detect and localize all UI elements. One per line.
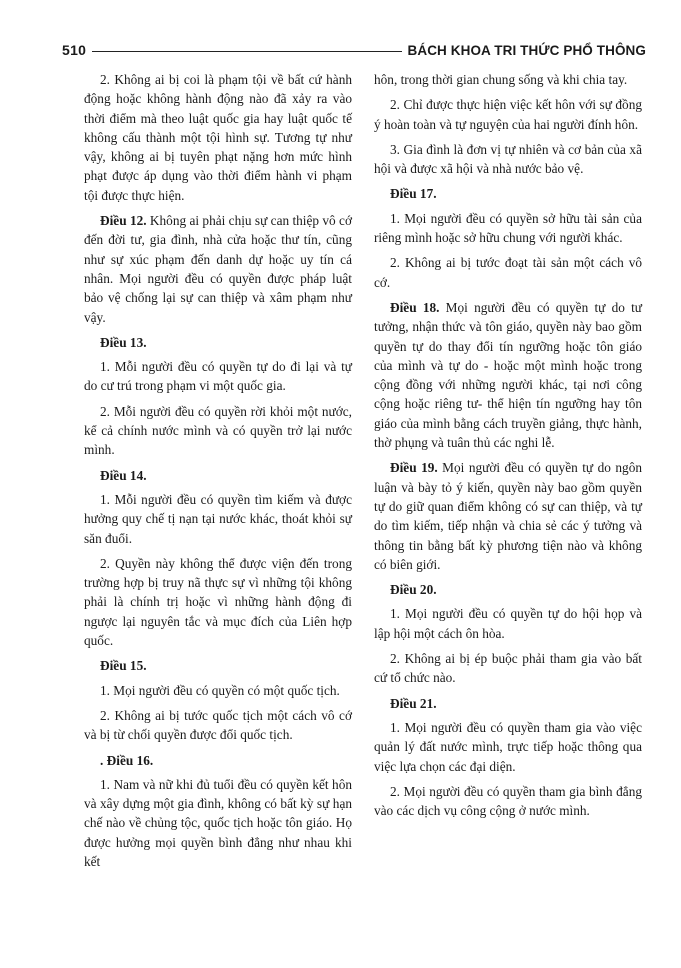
article-heading: Điều 15.: [100, 658, 147, 674]
paragraph: 1. Nam và nữ khi đủ tuổi đều có quyền kết hôn và xây dựng một gia đình, không có bất kỳ sự hạn chế nào về chủng tộc, quốc tịch hoặc tôn giáo. Họ được hưởng mọi quyền bình đẳng như nhau khi kết: [84, 776, 352, 869]
paragraph: 3. Gia đình là đơn vị tự nhiên và cơ bản của xã hội và được xã hội và nhà nước bảo vệ.: [374, 141, 642, 177]
article-12: [84, 211, 352, 327]
article-heading: Điều 13.: [100, 334, 147, 350]
paragraph-continued: hôn, trong thời gian chung sống và khi chia tay.: [374, 72, 628, 87]
paragraph: 2. Không ai bị tước quốc tịch một cách vô cớ và bị từ chối quyền được đổi quốc tịch.: [84, 707, 352, 743]
article-label: Điều 12.: [100, 213, 147, 229]
article-text: Không ai phải chịu sự can thiệp vô cớ đến đời tư, gia đình, nhà cửa hoặc thư tín, cũng như sự xúc phạm đến danh dự hoặc uy tín cá nhân. Mọi người đều có quyền được pháp luật bảo vệ chống lại sự can thiệp và xâm phạm như vậy.: [84, 213, 352, 325]
paragraph: 1. Mỗi người đều có quyền tự do đi lại và tự do cư trú trong phạm vi một quốc gia.: [84, 359, 352, 394]
paragraph: 1. Mọi người đều có quyền có một quốc tịch.: [100, 682, 340, 698]
article-heading: Điều 21.: [390, 695, 437, 711]
paragraph: 1. Mọi người đều có quyền sở hữu tài sản của riêng mình hoặc sở hữu chung với người khác.: [374, 210, 642, 246]
article-label: Điều 18.: [390, 299, 440, 315]
article-19: [374, 458, 642, 574]
page-header: [62, 38, 646, 62]
paragraph: 2. Không ai bị tước đoạt tài sản một cách vô cớ.: [374, 255, 642, 290]
article-heading: Điều 14.: [100, 467, 147, 483]
article-label: Điều 19.: [390, 460, 438, 476]
article-text: Mọi người đều có quyền tự do tư tưởng, nhận thức và tôn giáo, quyền này bao gồm quyền tự do thay đổi tín ngưỡng hoặc tôn giáo của mình và tự do - hoặc một mình hoặc trong cộng đồng với những người khác, tại nơi công cộng hoặc riêng tư- thể hiện tín ngưỡng hay tôn giáo của mình bằng cách truyền giảng, thực hành, thờ phụng và tuân thủ các nghi lễ.: [374, 299, 642, 451]
right-column: [374, 70, 642, 826]
article-heading: . Điều 16.: [100, 752, 154, 768]
left-column: [84, 70, 352, 877]
paragraph: 1. Mỗi người đều có quyền tìm kiếm và được hưởng quy chế tị nạn tại nước khác, thoát khỏi sự săn đuổi.: [84, 491, 352, 546]
article-heading: Điều 17.: [390, 186, 437, 202]
article-text: Mọi người đều có quyền tự do ngôn luận và bày tỏ ý kiến, quyền này bao gồm quyền tự do giữ quan điểm không có sự can thiệp, và tự do tìm kiếm, tiếp nhận và chia sẻ các ý tưởng và thông tin bằng bất kỳ phương tiện nào và không có biên giới.: [374, 460, 642, 572]
header-rule: [92, 51, 401, 52]
paragraph: 1. Mọi người đều có quyền tự do hội họp và lập hội một cách ôn hòa.: [374, 606, 642, 641]
article-18: [374, 298, 642, 452]
paragraph: 2. Không ai bị coi là phạm tội về bất cứ hành động hoặc không hành động nào đã xảy ra vào thời điểm mà theo luật quốc gia hay luật quốc tế không cấu thành một tội hình sự. Tương tự như vậy, không ai bị tuyên phạt nặng hơn mức hình phạt được áp dụng vào thời điểm hành vi phạm tội được thực hiện.: [84, 72, 352, 203]
paragraph: 1. Mọi người đều có quyền tham gia vào việc quản lý đất nước mình, trực tiếp hoặc thông qua việc lựa chọn các đại diện.: [374, 719, 642, 774]
running-title: BÁCH KHOA TRI THỨC PHỔ THÔNG: [407, 42, 646, 58]
paragraph: 2. Quyền này không thể được viện đến trong trường hợp bị truy nã thực sự vì những tội không phải là chính trị hoặc vì những hành động đi ngược lại nguyên tắc và mục đích của Liên hợp quốc.: [84, 555, 352, 649]
paragraph: 2. Mỗi người đều có quyền rời khỏi một nước, kể cả chính nước mình và có quyền trở lại nước mình.: [84, 403, 352, 458]
article-heading: Điều 20.: [390, 582, 437, 598]
paragraph: 2. Không ai bị ép buộc phải tham gia vào bất cứ tổ chức nào.: [374, 651, 642, 686]
page-number: 510: [62, 42, 87, 58]
paragraph: 2. Chỉ được thực hiện việc kết hôn với sự đồng ý hoàn toàn và tự nguyện của hai người đính hôn.: [374, 97, 642, 132]
paragraph: 2. Mọi người đều có quyền tham gia bình đẳng vào các dịch vụ công cộng ở nước mình.: [374, 783, 642, 819]
